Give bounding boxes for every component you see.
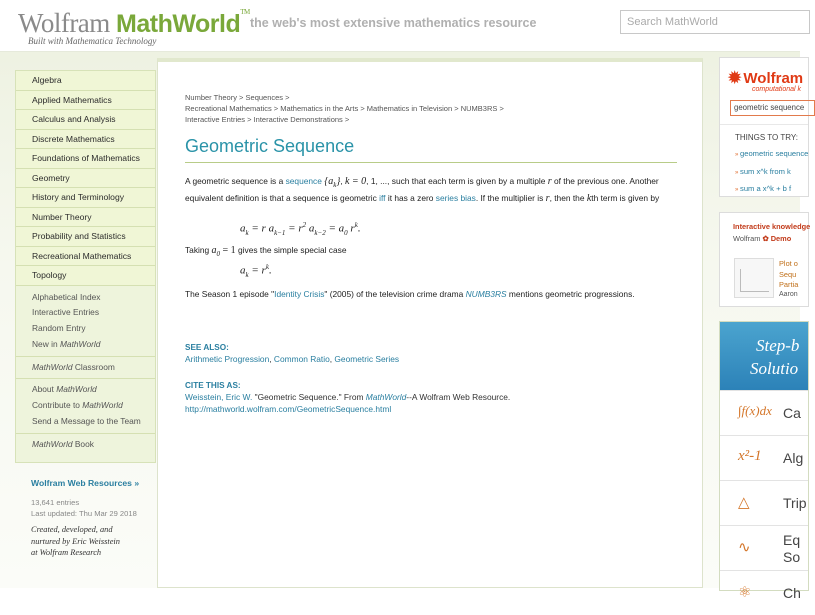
- breadcrumb-numb3rs[interactable]: NUMB3RS: [460, 103, 498, 113]
- wolfram-alpha-logo[interactable]: ✹ Wolfram: [728, 70, 804, 87]
- nav-item-probability[interactable]: Probability and Statistics: [16, 227, 155, 247]
- credit-line: at Wolfram Research: [31, 548, 102, 557]
- try-link[interactable]: » sum x^k from k: [720, 164, 808, 182]
- nav-item-calculus-analysis[interactable]: Calculus and Analysis: [16, 110, 155, 130]
- cite-heading: CITE THIS AS:: [185, 381, 241, 390]
- nav-contribute[interactable]: Contribute to MathWorld: [32, 400, 123, 411]
- things-to-try-heading: THINGS TO TRY:: [735, 133, 798, 142]
- main-content: [157, 58, 703, 588]
- breadcrumb-sequences[interactable]: Sequences: [245, 93, 284, 102]
- nav-mathworld-book[interactable]: MathWorld Book: [32, 438, 94, 449]
- nav-item-history[interactable]: History and Terminology: [16, 188, 155, 208]
- sbs-label: Trip: [783, 495, 807, 511]
- interactive-knowledge-heading: Interactive knowledge: [733, 222, 811, 231]
- breadcrumb: [185, 93, 504, 125]
- logo-subtitle: Built with Mathematica Technology: [28, 36, 157, 46]
- page-title: Geometric Sequence: [185, 136, 355, 156]
- nav-divider: [16, 433, 155, 434]
- sbs-label: Alg: [783, 450, 804, 466]
- banner-line: Solutio: [750, 359, 799, 378]
- wolfram-web-resources-link[interactable]: Wolfram Web Resources »: [31, 478, 140, 488]
- breadcrumb-line: Interactive Entries > Interactive Demonstrations >: [185, 114, 350, 124]
- citation: Weisstein, Eric W. "Geometric Sequence." From MathWorld--A Wolfram Web Resource. http://mathworld.wolfram.com/GeometricSequence.html: [185, 392, 511, 414]
- parabola-icon: ∿: [738, 540, 751, 556]
- wolfram-alpha-input[interactable]: geometric sequence: [730, 100, 815, 116]
- nav-item-topology[interactable]: Topology: [16, 266, 155, 286]
- integral-icon: ∫f(x)dx: [738, 403, 772, 418]
- triangle-icon: △: [738, 495, 750, 511]
- nav-item-discrete-mathematics[interactable]: Discrete Mathematics: [16, 130, 155, 150]
- demo-author: Aaron: [779, 291, 798, 298]
- banner-line: Step-b: [756, 336, 800, 355]
- see-also-links: Arithmetic Progression, Common Ratio, Geometric Series: [185, 354, 400, 364]
- breadcrumb-interactive-entries[interactable]: Interactive Entries: [185, 114, 246, 124]
- nav-item-foundations[interactable]: Foundations of Mathematics: [16, 149, 155, 169]
- nav-item-algebra[interactable]: Algebra: [16, 71, 155, 91]
- link-identity-crisis[interactable]: Identity Crisis: [274, 289, 325, 299]
- sbs-row-calculus[interactable]: [720, 390, 808, 435]
- wolfram-alpha-box: [719, 57, 809, 197]
- equation-special-case: $a_k = r^k$.: [240, 263, 272, 279]
- nav-item-recreational[interactable]: Recreational Mathematics: [16, 247, 155, 267]
- wolfram-alpha-subtitle: computational k: [752, 86, 802, 93]
- nav-mathworld-classroom[interactable]: MathWorld Classroom: [32, 361, 115, 372]
- search-input[interactable]: [620, 10, 810, 34]
- demonstrations-icon: ✿: [762, 234, 769, 243]
- link-mathworld[interactable]: MathWorld: [365, 392, 407, 402]
- nav-item-geometry[interactable]: Geometry: [16, 169, 155, 189]
- link-author[interactable]: Weisstein, Eric W.: [185, 392, 253, 402]
- try-link[interactable]: » geometric sequence: [720, 146, 808, 164]
- step-by-step-banner[interactable]: [720, 322, 808, 390]
- nav-topics: [16, 71, 155, 286]
- left-nav: [15, 70, 156, 463]
- nav-new-in-mathworld[interactable]: New in MathWorld: [32, 338, 101, 349]
- try-link[interactable]: » sum a x^k + b f: [720, 181, 808, 199]
- credit-line: nurtured by Eric Weisstein: [31, 536, 120, 546]
- demo-thumbnail[interactable]: [734, 258, 774, 298]
- link-iff[interactable]: iff: [379, 193, 386, 203]
- demo-link[interactable]: Plot o Sequ Partia: [779, 259, 799, 289]
- tagline: the web's most extensive mathematics resource: [250, 16, 537, 30]
- link-arithmetic-progression[interactable]: Arithmetic Progression: [185, 354, 270, 364]
- breadcrumb-math-in-arts[interactable]: Mathematics in the Arts: [280, 103, 359, 113]
- credit: [31, 524, 120, 559]
- wolfram-mathworld-logo[interactable]: Wolfram MathWorld™: [18, 8, 250, 38]
- definition-paragraph: A geometric sequence is a sequence $\{a_k\}$, k = 0, 1, ..., such that each term is given by a multiple r of the previous one. Another equivalent definition is that a sequence is geometric iff it has a zero series bias. If the multiplier is r, then the kth term is given by: [185, 176, 660, 204]
- step-by-step-box: [719, 321, 809, 601]
- link-common-ratio[interactable]: Common Ratio: [273, 354, 330, 364]
- nav-send-message[interactable]: Send a Message to the Team: [32, 416, 141, 427]
- nav-secondary: [16, 286, 155, 453]
- link-citation-url[interactable]: http://mathworld.wolfram.com/GeometricSequence.html: [185, 403, 392, 414]
- atom-icon: ⚛: [738, 585, 752, 601]
- header: [0, 0, 800, 52]
- sbs-label: Ca: [783, 405, 801, 421]
- see-also-heading: SEE ALSO:: [185, 343, 229, 352]
- link-geometric-series[interactable]: Geometric Series: [334, 354, 400, 364]
- link-sequence[interactable]: sequence: [285, 176, 322, 186]
- link-series-bias[interactable]: series bias: [435, 193, 476, 203]
- things-to-try: [720, 124, 808, 199]
- title-divider: [185, 162, 677, 163]
- breadcrumb-line: Recreational Mathematics > Mathematics in the Arts > Mathematics in Television > NUMB3RS >: [185, 103, 504, 113]
- numb3rs-paragraph: The Season 1 episode "Identity Crisis" (2005) of the television crime drama NUMB3RS mentions geometric progressions.: [185, 289, 635, 299]
- wolfram-star-icon: ✹: [728, 70, 742, 87]
- credit-line: Created, developed, and: [31, 525, 113, 534]
- sbs-row-algebra[interactable]: [720, 435, 808, 480]
- interactive-knowledge-box: [719, 212, 809, 307]
- nav-divider: [16, 378, 155, 379]
- nav-interactive-entries[interactable]: Interactive Entries: [32, 307, 100, 318]
- sbs-row-chemistry[interactable]: [720, 570, 808, 615]
- nav-about-mathworld[interactable]: About MathWorld: [32, 384, 97, 395]
- last-updated: Last updated: Thu Mar 29 2018: [31, 509, 137, 518]
- nav-item-number-theory[interactable]: Number Theory: [16, 208, 155, 228]
- equation-general-term: $a_k = r$ $a_{k-1} = r^2$ $a_{k-2} = a_0$ $r^k$.: [240, 221, 361, 237]
- sbs-label: Ch: [783, 585, 801, 601]
- nav-item-applied-mathematics[interactable]: Applied Mathematics: [16, 91, 155, 111]
- link-numb3rs[interactable]: NUMB3RS: [465, 289, 507, 299]
- breadcrumb-math-in-tv[interactable]: Mathematics in Television: [366, 103, 453, 113]
- entries-count: 13,641 entries: [31, 498, 80, 507]
- breadcrumb-interactive-demos[interactable]: Interactive Demonstrations: [253, 114, 343, 124]
- entries-info: [31, 497, 137, 519]
- sbs-row-equations[interactable]: [720, 525, 808, 570]
- sbs-label: Eq So: [783, 532, 801, 565]
- sbs-row-trig[interactable]: [720, 480, 808, 525]
- wolfram-demonstrations-label: Wolfram ✿ Demo: [733, 234, 792, 243]
- nav-random-entry[interactable]: Random Entry: [32, 323, 86, 334]
- breadcrumb-number-theory[interactable]: Number Theory: [185, 93, 237, 102]
- breadcrumb-recreational[interactable]: Recreational Mathematics: [185, 103, 272, 113]
- nav-alphabetical-index[interactable]: Alphabetical Index: [32, 291, 101, 302]
- breadcrumb-line: Number Theory > Sequences >: [185, 93, 290, 102]
- nav-divider: [16, 356, 155, 357]
- polynomial-icon: x²-1: [738, 448, 762, 464]
- special-case-paragraph: Taking $a_0 = 1$ gives the simple special case: [185, 245, 347, 258]
